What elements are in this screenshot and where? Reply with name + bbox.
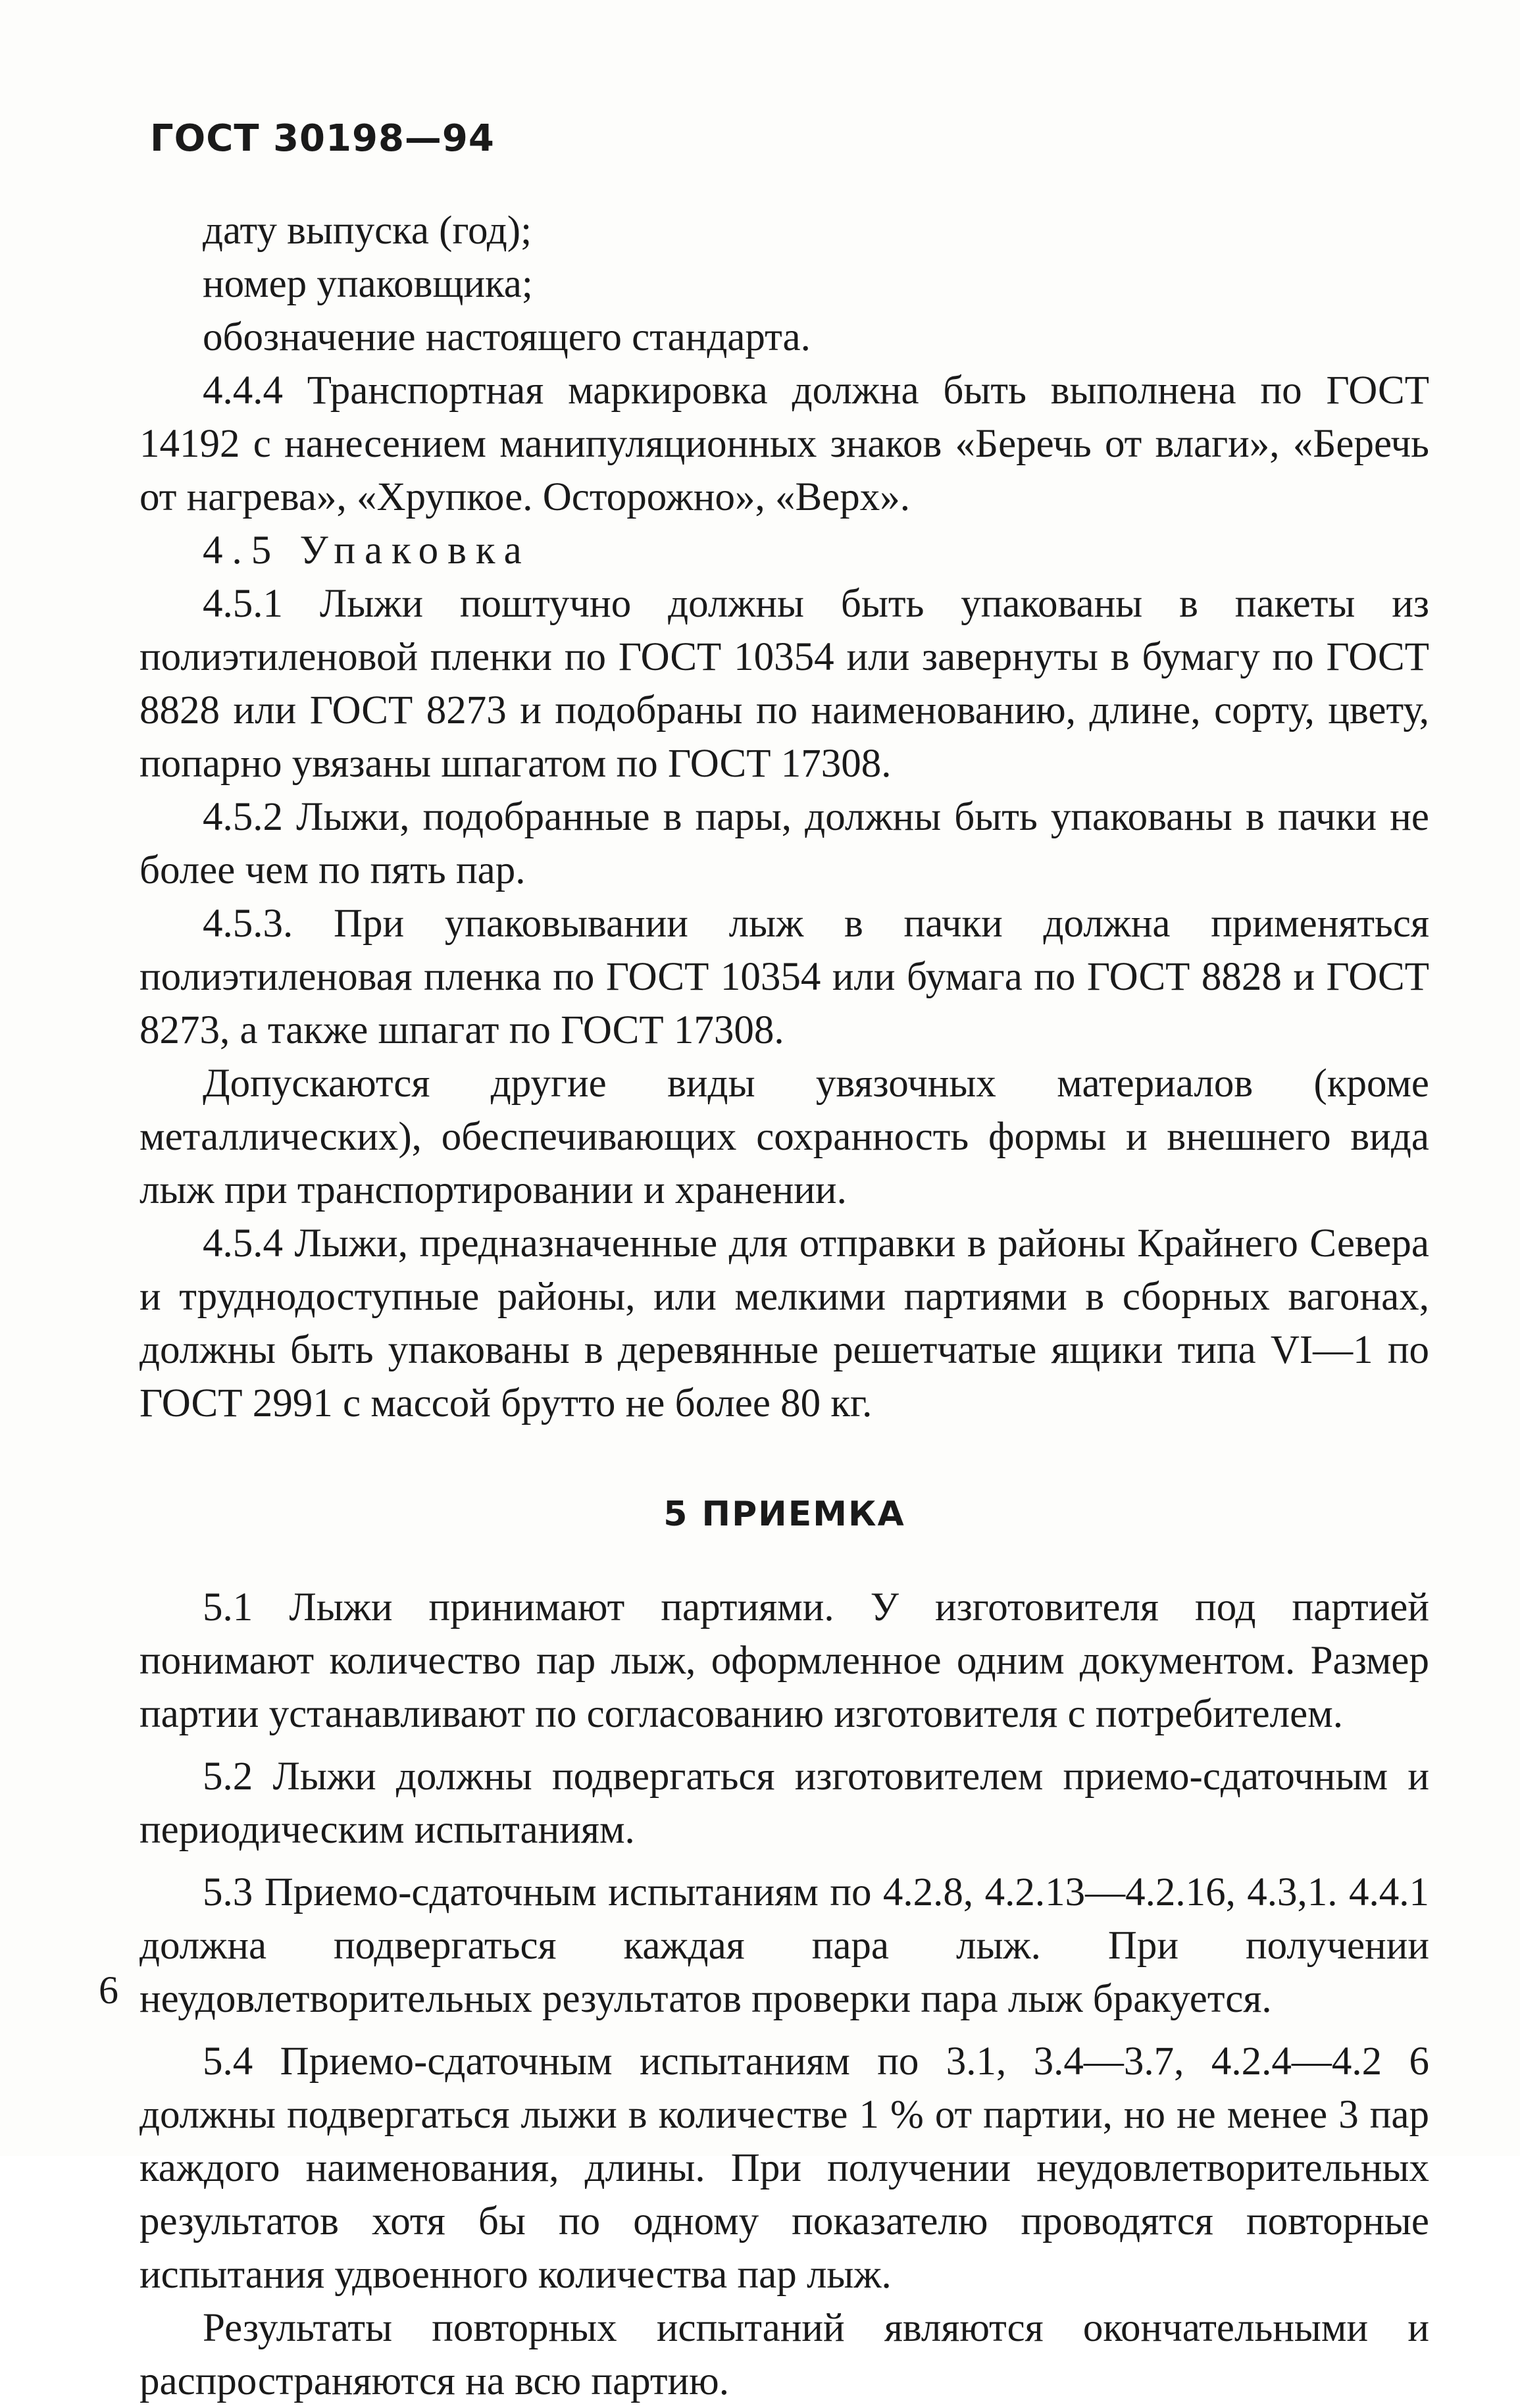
standard-header: ГОСТ 30198—94 [150, 117, 495, 160]
list-item: дату выпуска (год); [203, 209, 532, 253]
document-body [139, 204, 1429, 2408]
section-title-acceptance: 5 ПРИЕМКА [663, 1495, 905, 1534]
paragraph-4-5-4: 4.5.4 Лыжи, предназначенные для отправки в районы Крайнего Севера и труднодоступные районы, или мелкими партиями в сборных вагонах, должны быть упакованы в деревянные решетчатые ящики типа VI—1 по ГОСТ 2991 с массой брутто не более 80 кг. [139, 1221, 1429, 1425]
paragraph-4-5-2: 4.5.2 Лыжи, подобранные в пары, должны быть упакованы в пачки не более чем по пять пар. [139, 795, 1429, 892]
paragraph-allowed-materials: Допускаются другие виды увязочных материалов (кроме металлических), обеспечивающих сохранность формы и внешнего вида лыж при транспортировании и хранении. [139, 1062, 1429, 1212]
list-item: обозначение настоящего стандарта. [203, 315, 811, 359]
paragraph-results: Результаты повторных испытаний являются окончательными и распространяются на всю партию. [139, 2306, 1429, 2403]
paragraph-4-5-1: 4.5.1 Лыжи поштучно должны быть упакованы в пакеты из полиэтиленовой пленки по ГОСТ 10354 или завернуты в бумагу по ГОСТ 8828 или ГОСТ 8273 и подобраны по наименованию, длине, сорту, цвету, попарно увязаны шпагатом по ГОСТ 17308. [139, 582, 1429, 786]
paragraph-4-4-4: 4.4.4 Транспортная маркировка должна быть выполнена по ГОСТ 14192 с нанесением манипуляционных знаков «Беречь от влаги», «Беречь от нагрева», «Хрупкое. Осторожно», «Верх». [139, 369, 1429, 519]
page-number: 6 [99, 1968, 118, 2012]
list-item: номер упаковщика; [203, 262, 533, 306]
paragraph-5-2: 5.2 Лыжи должны подвергаться изготовителем приемо-сдаточным и периодическим испытаниям. [139, 1755, 1429, 1852]
paragraph-5-3: 5.3 Приемо-сдаточным испытаниям по 4.2.8, 4.2.13—4.2.16, 4.3,1. 4.4.1 должна подвергаться каждая пара лыж. При получении неудовлетворительных результатов проверки пара лыж бракуется. [139, 1870, 1429, 2021]
paragraph-5-1: 5.1 Лыжи принимают партиями. У изготовителя под партией понимают количество пар лыж, оформленное одним документом. Размер партии устанавливают по согласованию изготовителя с потребителем. [139, 1585, 1429, 1736]
subsection-heading-4-5: 4.5 Упаковка [203, 528, 531, 573]
paragraph-5-4: 5.4 Приемо-сдаточным испытаниям по 3.1, 3.4—3.7, 4.2.4—4.2 6 должны подвергаться лыжи в количестве 1 % от партии, но не менее 3 пар каждого наименования, длины. При получении неудовлетворительных результатов хотя бы по одному показателю проводятся повторные испытания удвоенного количества пар лыж. [139, 2039, 1429, 2297]
paragraph-4-5-3: 4.5.3. При упаковывании лыж в пачки должна применяться полиэтиленовая пленка по ГОСТ 10354 или бумага по ГОСТ 8828 и ГОСТ 8273, а также шпагат по ГОСТ 17308. [139, 902, 1429, 1052]
